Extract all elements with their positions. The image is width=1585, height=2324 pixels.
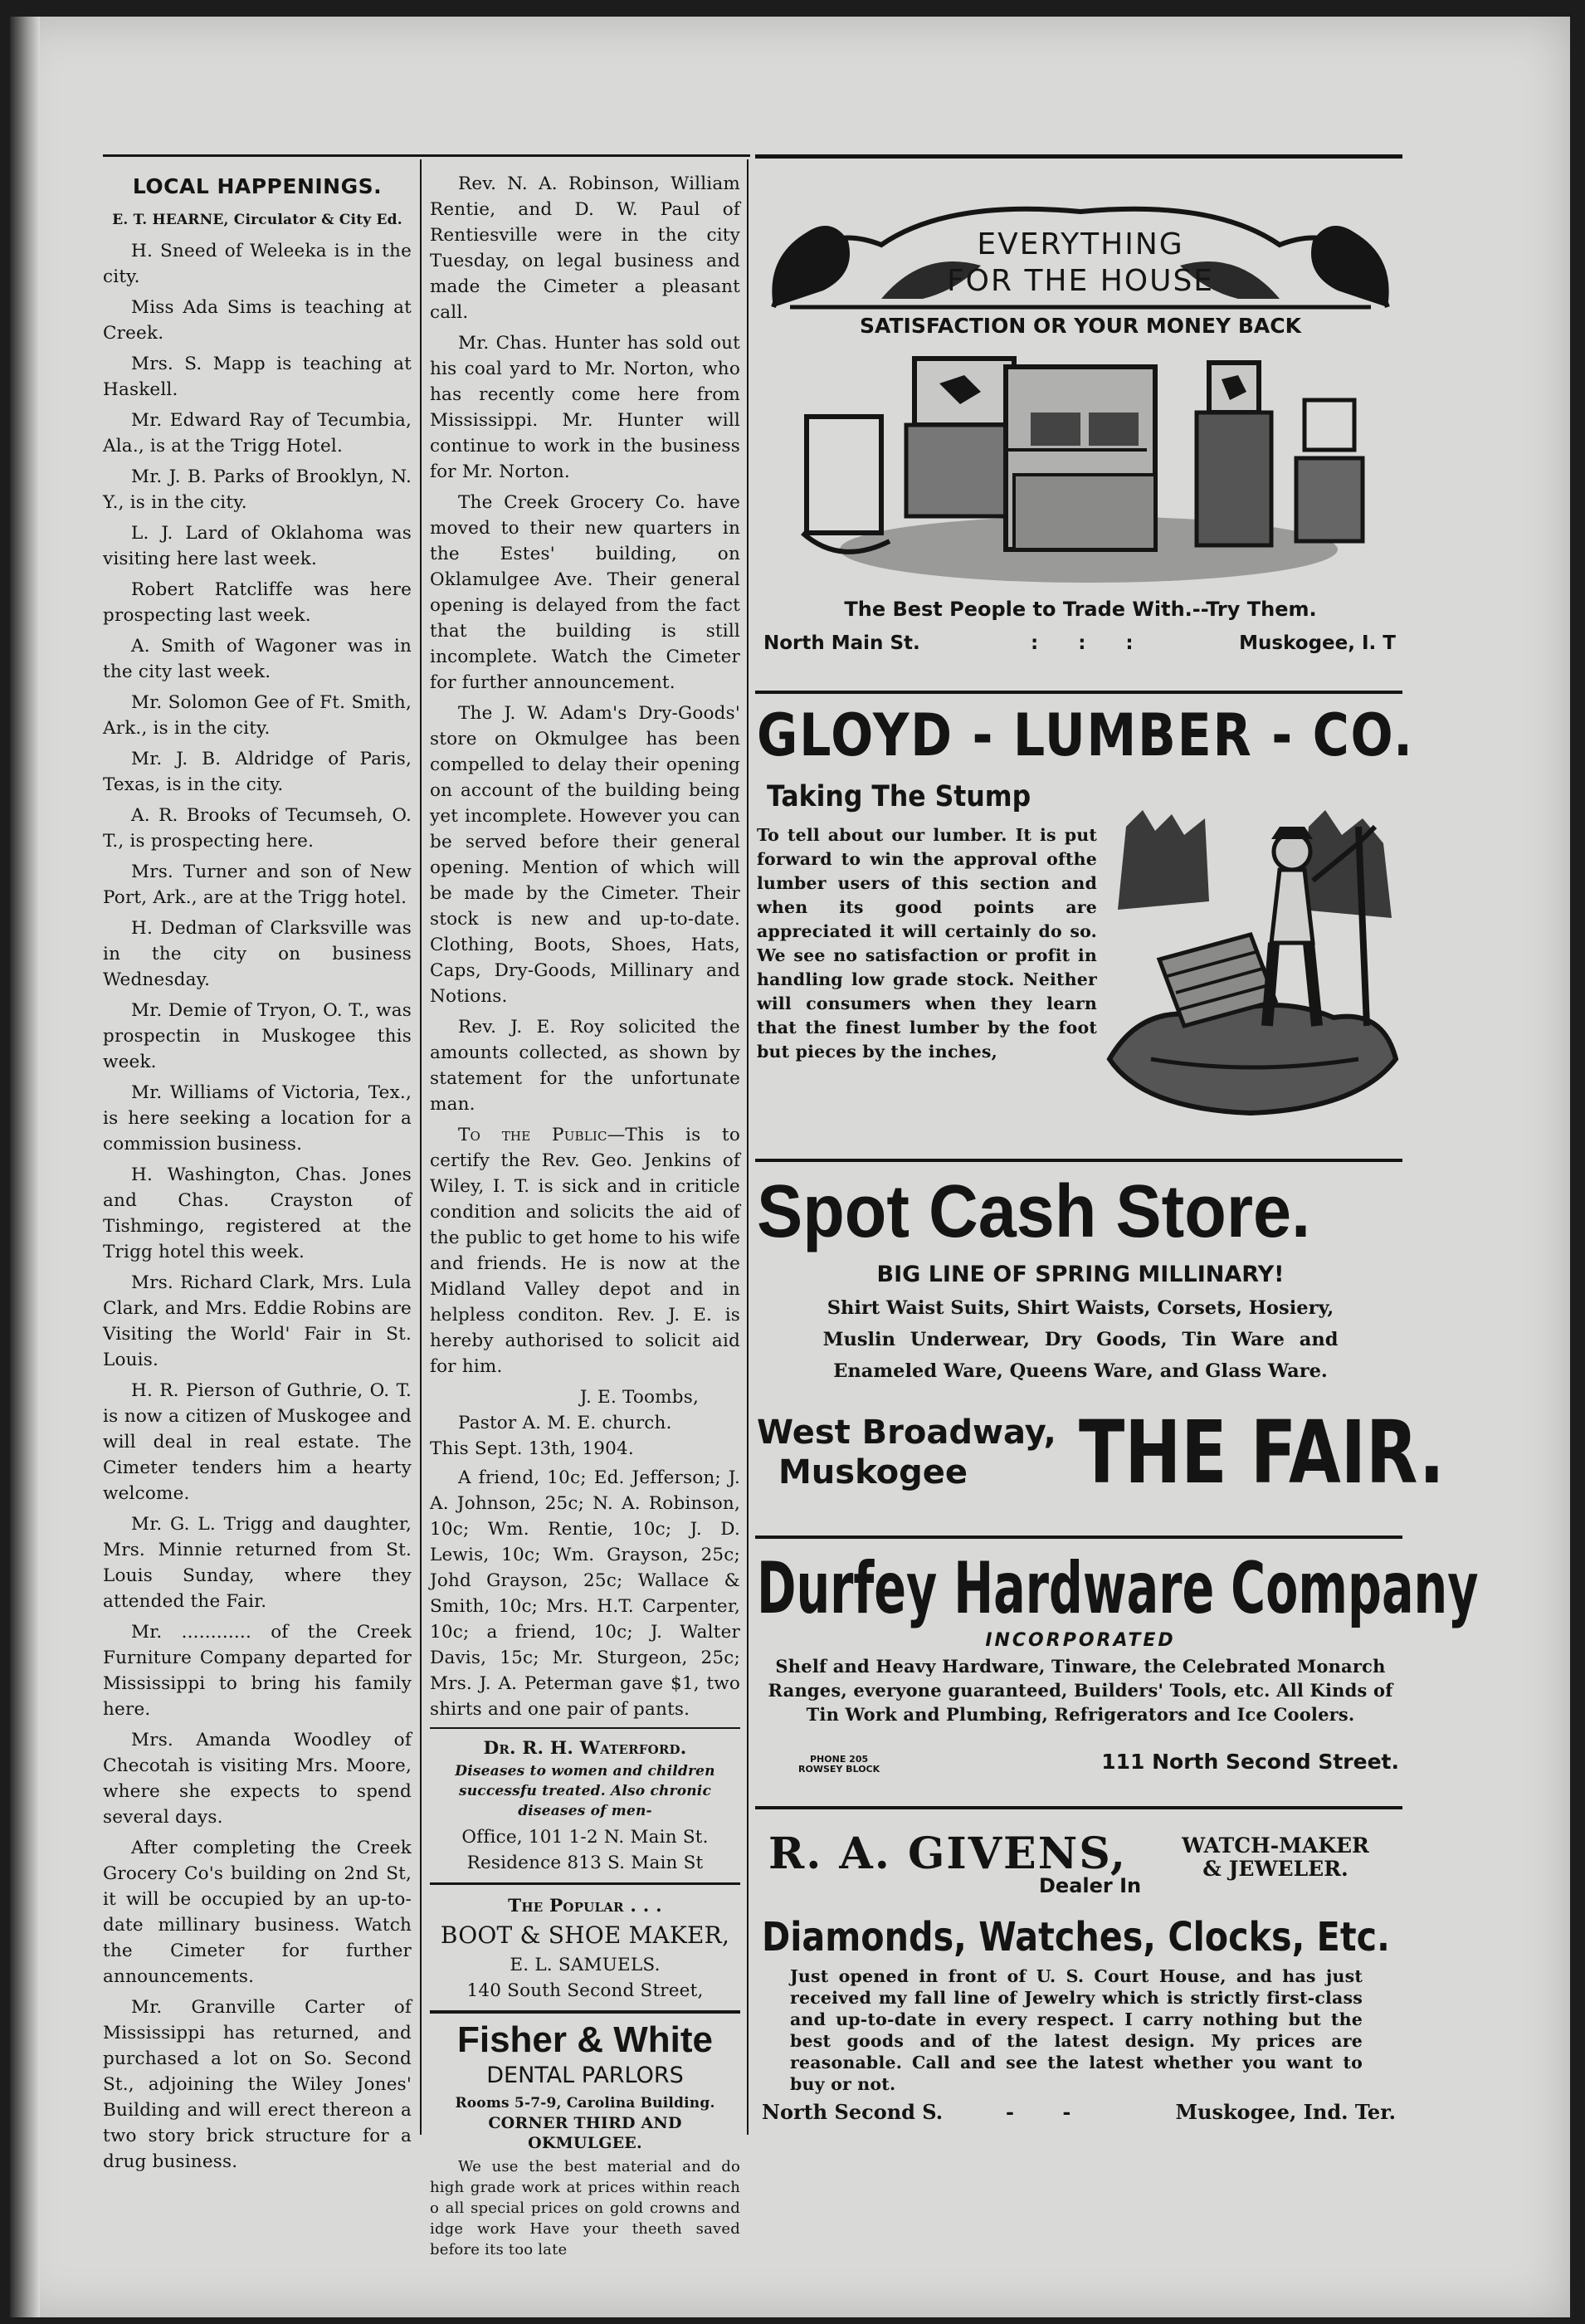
- furniture-address-right: Muskogee, I. T: [1239, 632, 1396, 654]
- newspaper-page: [10, 17, 1570, 2317]
- top-rule-left: [103, 154, 750, 157]
- boot-address: 140 South Second Street,: [466, 1980, 704, 2001]
- durfey-incorporated: INCORPORATED: [985, 1630, 1176, 1651]
- spot-cash-title: Spot Cash Store.: [757, 1170, 1311, 1253]
- dental-rooms: Rooms 5-7-9, Carolina Building.: [455, 2095, 715, 2112]
- dental-corner: CORNER THIRD AND OKMULGEE.: [488, 2114, 682, 2152]
- best-people-line: The Best People to Trade With.--Try Them.: [844, 598, 1317, 621]
- news-item: Mr. Chas. Hunter has sold out his coal yard to Mr. Norton, who has recently come here from Mississippi. Mr. Hunter will continue to work in the business for Mr. Norton.: [430, 333, 740, 482]
- spot-cash-muskogee: Muskogee: [778, 1453, 968, 1492]
- column-divider-2: [747, 159, 749, 2135]
- news-item: Mrs. Turner and son of New Port, Ark., are at the Trigg hotel.: [103, 862, 412, 908]
- durfey-address: 111 North Second Street.: [1101, 1750, 1399, 1774]
- durfey-title: Durfey Hardware Company: [757, 1547, 1479, 1630]
- doctor-specialty: Diseases to women and children successfu treated. Also chronic diseases of men-: [455, 1763, 715, 1819]
- signer-name: J. E. Toombs,: [579, 1387, 699, 1408]
- top-rule-right: [755, 154, 1402, 159]
- the-fair-title: THE FAIR.: [1079, 1402, 1445, 1503]
- gloyd-title: GLOYD - LUMBER - CO.: [757, 701, 1414, 769]
- news-item: H. Sneed of Weleeka is in the city.: [103, 241, 412, 287]
- dental-title: Fisher & White: [456, 2019, 714, 2060]
- doctor-residence: Residence 813 S. Main St: [466, 1853, 704, 1873]
- divider: [430, 1882, 740, 1885]
- durfey-block: ROWSEY BLOCK: [798, 1764, 880, 1775]
- dental-subtitle: DENTAL PARLORS: [486, 2063, 684, 2088]
- donations-list: A friend, 10c; Ed. Jefferson; J. A. Johnson, 25c; N. A. Robinson, 10c; Wm. Rentie, 10c; J. D. Lewis, 10c; Wm. Grayson, 25c; Johd Grayson, 25c; Wallace & Smith, 10c; Mrs. H.T. Carpenter, 10c; a friend, 10c; J. Walter Davis, 15c; Mr. Sturgeon, 25c; Mrs. J. A. Peterman gave $1, two shirts and one pair of pants.: [430, 1467, 740, 1720]
- durfey-hardware-ad: [757, 1547, 1479, 1798]
- givens-watchmaker-block: [1168, 1834, 1383, 1881]
- news-item: Mr. G. L. Trigg and daughter, Mrs. Minnie returned from St. Louis Sunday, where they attended the Fair.: [103, 1514, 412, 1612]
- durfey-phone-block: [798, 1755, 880, 1775]
- news-item: A. Smith of Wagoner was in the city last week.: [103, 636, 412, 682]
- news-item: Mr. J. B. Parks of Brooklyn, N. Y., is in the city.: [103, 466, 412, 513]
- news-item: Mrs. Amanda Woodley of Checotah is visiting Mrs. Moore, where she expects to spend several days.: [103, 1730, 412, 1828]
- banner-line-2: FOR THE HOUSE: [946, 264, 1215, 298]
- gloyd-subtitle: Taking The Stump: [767, 780, 1031, 813]
- banner-line-1: EVERYTHING: [977, 227, 1184, 261]
- givens-text: Just opened in front of U. S. Court House, and has just received my fall line of Jewelry which is strictly first-class and up-to-date in every respect. I carry nothing but the best goods and of the latest design. My prices are reasonable. Call and see the latest whether you want to buy or not.: [790, 1966, 1363, 2094]
- givens-address-dashes: - -: [1006, 2100, 1071, 2124]
- givens-name: R. A. GIVENS,: [768, 1828, 1128, 1879]
- doctor-office: Office, 101 1-2 N. Main St.: [461, 1827, 709, 1848]
- column-news-2: [430, 171, 740, 2258]
- furniture-address-dots: : : :: [1031, 632, 1134, 654]
- givens-watchmaker: WATCH-MAKER: [1182, 1833, 1369, 1858]
- to-the-public-lead: To the Public: [458, 1125, 607, 1145]
- ad-divider-3: [755, 1536, 1402, 1539]
- news-item: Mr. Solomon Gee of Ft. Smith, Ark., is in the city.: [103, 692, 412, 739]
- furniture-ad: [757, 166, 1404, 681]
- news-item: Mrs. S. Mapp is teaching at Haskell.: [103, 354, 412, 400]
- news-item: Mr. Demie of Tryon, O. T., was prospectin in Muskogee this week.: [103, 1000, 412, 1072]
- divider: [430, 2010, 740, 2014]
- ad-divider-1: [755, 691, 1402, 694]
- givens-dealer-in: Dealer In: [1039, 1874, 1142, 1897]
- gloyd-lumber-ad: [757, 701, 1414, 1142]
- gloyd-text: To tell about our lumber. It is put forward to win the approval ofthe lumber users of this section and when its good points are appreciated it will certainly do so. We see no satisfaction or profit in handling low grade stock. Neither will consumers when they learn that the finest lumber by the foot but pieces by the inches,: [757, 825, 1097, 1062]
- dental-text: We use the best material and do high grade work at prices within reach o all special prices on gold crowns and idge work Have your theeth saved before its too late: [430, 2158, 740, 2258]
- notice-date: This Sept. 13th, 1904.: [430, 1438, 634, 1459]
- news-item: Mr. ............ of the Creek Furniture Company departed for Mississippi to bring his family here.: [103, 1622, 412, 1720]
- durfey-text: Shelf and Heavy Hardware, Tinware, the Celebrated Monarch Ranges, everyone guaranteed, Builders' Tools, etc. All Kinds of Tin Work and Plumbing, Refrigerators and Ice Coolers.: [768, 1656, 1393, 1725]
- ad-divider-4: [755, 1806, 1402, 1809]
- news-item: Mr. J. B. Aldridge of Paris, Texas, is in the city.: [103, 749, 412, 795]
- ad-divider-2: [755, 1159, 1402, 1162]
- news-item: H. R. Pierson of Guthrie, O. T. is now a citizen of Muskogee and will deal in real estate. The Cimeter tenders him a hearty welcome.: [103, 1380, 412, 1504]
- news-item: Mr. Granville Carter of Mississippi has returned, and purchased a lot on So. Second St., adjoining the Wiley Jones' Building and will erect thereon a two story brick structure for a drug business.: [103, 1997, 412, 2172]
- section-heading: LOCAL HAPPENINGS.: [132, 174, 383, 198]
- news-item: Mr. Edward Ray of Tecumbia, Ala., is at the Trigg Hotel.: [103, 410, 412, 456]
- page-binding-shadow: [10, 17, 40, 2317]
- signer-title: Pastor A. M. E. church.: [458, 1413, 672, 1433]
- divider: [430, 1727, 740, 1729]
- satisfaction-line: SATISFACTION OR YOUR MONEY BACK: [860, 314, 1301, 338]
- news-item: L. J. Lard of Oklahoma was visiting here last week.: [103, 523, 412, 569]
- news-item: Robert Ratcliffe was here prospecting last week.: [103, 579, 412, 626]
- news-item: A. R. Brooks of Tecumseh, O. T., is prospecting here.: [103, 805, 412, 852]
- news-item: The J. W. Adam's Dry-Goods' store on Okmulgee has been compelled to delay their opening on account of the building being yet incomplete. However you can be served before their general opening. Mention of which will be made by the Cimeter. Their stock is new and up-to-date. Clothing, Boots, Shoes, Hats, Caps, Dry-Goods, Millinary and Notions.: [430, 703, 740, 1007]
- spot-cash-line-1: Shirt Waist Suits, Shirt Waists, Corsets, Hosiery,: [827, 1297, 1334, 1319]
- doctor-name: Dr. R. H. Waterford.: [483, 1738, 687, 1759]
- spot-cash-line-3: Enameled Ware, Queens Ware, and Glass Ware.: [833, 1360, 1328, 1382]
- column-divider-1: [420, 159, 422, 2135]
- news-item: Mr. Williams of Victoria, Tex., is here seeking a location for a commission business.: [103, 1082, 412, 1155]
- column-local-happenings: [103, 171, 412, 2172]
- news-item: After completing the Creek Grocery Co's building on 2nd St, it will be occupied by an up-to-date millinary business. Watch the Cimeter for further announcements.: [103, 1838, 412, 1987]
- byline: E. T. HEARNE, Circulator & City Ed.: [112, 212, 402, 228]
- durfey-phone: PHONE 205: [810, 1754, 869, 1765]
- news-item: Rev. N. A. Robinson, William Rentie, and D. W. Paul of Rentiesville were in the city Tuesday, on legal business and made the Cimeter a pleasant call.: [430, 173, 740, 323]
- news-item: H. Dedman of Clarksville was in the city on business Wednesday.: [103, 918, 412, 990]
- spot-cash-store-ad: [757, 1165, 1445, 1531]
- news-items-list: [430, 171, 740, 1117]
- givens-diamonds-line: Diamonds, Watches, Clocks, Etc.: [762, 1914, 1390, 1960]
- to-the-public-notice: To the Public—This is to certify the Rev. Geo. Jenkins of Wiley, I. T. is sick and in criticle condition and solicits the aid of the public to get home to his wife and friends. He is now at the Midland Valley depot and in helpless conditon. Rev. J. E. is hereby authorised to solicit aid for him.: [430, 1125, 740, 1377]
- boot-name: E. L. SAMUELS.: [510, 1955, 661, 1975]
- news-item: Rev. J. E. Roy solicited the amounts collected, as shown by statement for the unfortunate man.: [430, 1017, 740, 1115]
- furniture-address-left: North Main St.: [763, 632, 920, 654]
- spot-cash-subtitle: BIG LINE OF SPRING MILLINARY!: [876, 1262, 1285, 1287]
- givens-address-left: North Second S.: [762, 2100, 944, 2124]
- news-item: H. Washington, Chas. Jones and Chas. Crayston of Tishmingo, registered at the Trigg hotel this week.: [103, 1164, 412, 1262]
- local-items-list: [103, 238, 412, 2175]
- news-item: Mrs. Richard Clark, Mrs. Lula Clark, and Mrs. Eddie Robins are Visiting the World' Fair in St. Louis.: [103, 1272, 412, 1370]
- news-item: The Creek Grocery Co. have moved to their new quarters in the Estes' building, on Oklamulgee Ave. Their general opening is delayed from the fact that the building is still incomplete. Watch the Cimeter for further announcement.: [430, 492, 740, 693]
- givens-jeweler: & JEWELER.: [1202, 1857, 1348, 1881]
- bedroom-furniture-illustration: [757, 350, 1404, 591]
- spot-cash-west-broadway: West Broadway,: [757, 1413, 1056, 1452]
- stump-lumberman-illustration: [1110, 810, 1396, 1117]
- boot-title: BOOT & SHOE MAKER,: [440, 1921, 730, 1949]
- spot-cash-line-2: Muslin Underwear, Dry Goods, Tin Ware and: [822, 1329, 1339, 1350]
- boot-lead: The Popular . . .: [508, 1896, 662, 1916]
- news-item: Miss Ada Sims is teaching at Creek.: [103, 297, 412, 344]
- givens-jeweler-ad: [757, 1823, 1404, 2138]
- givens-address-right: Muskogee, Ind. Ter.: [1175, 2100, 1396, 2124]
